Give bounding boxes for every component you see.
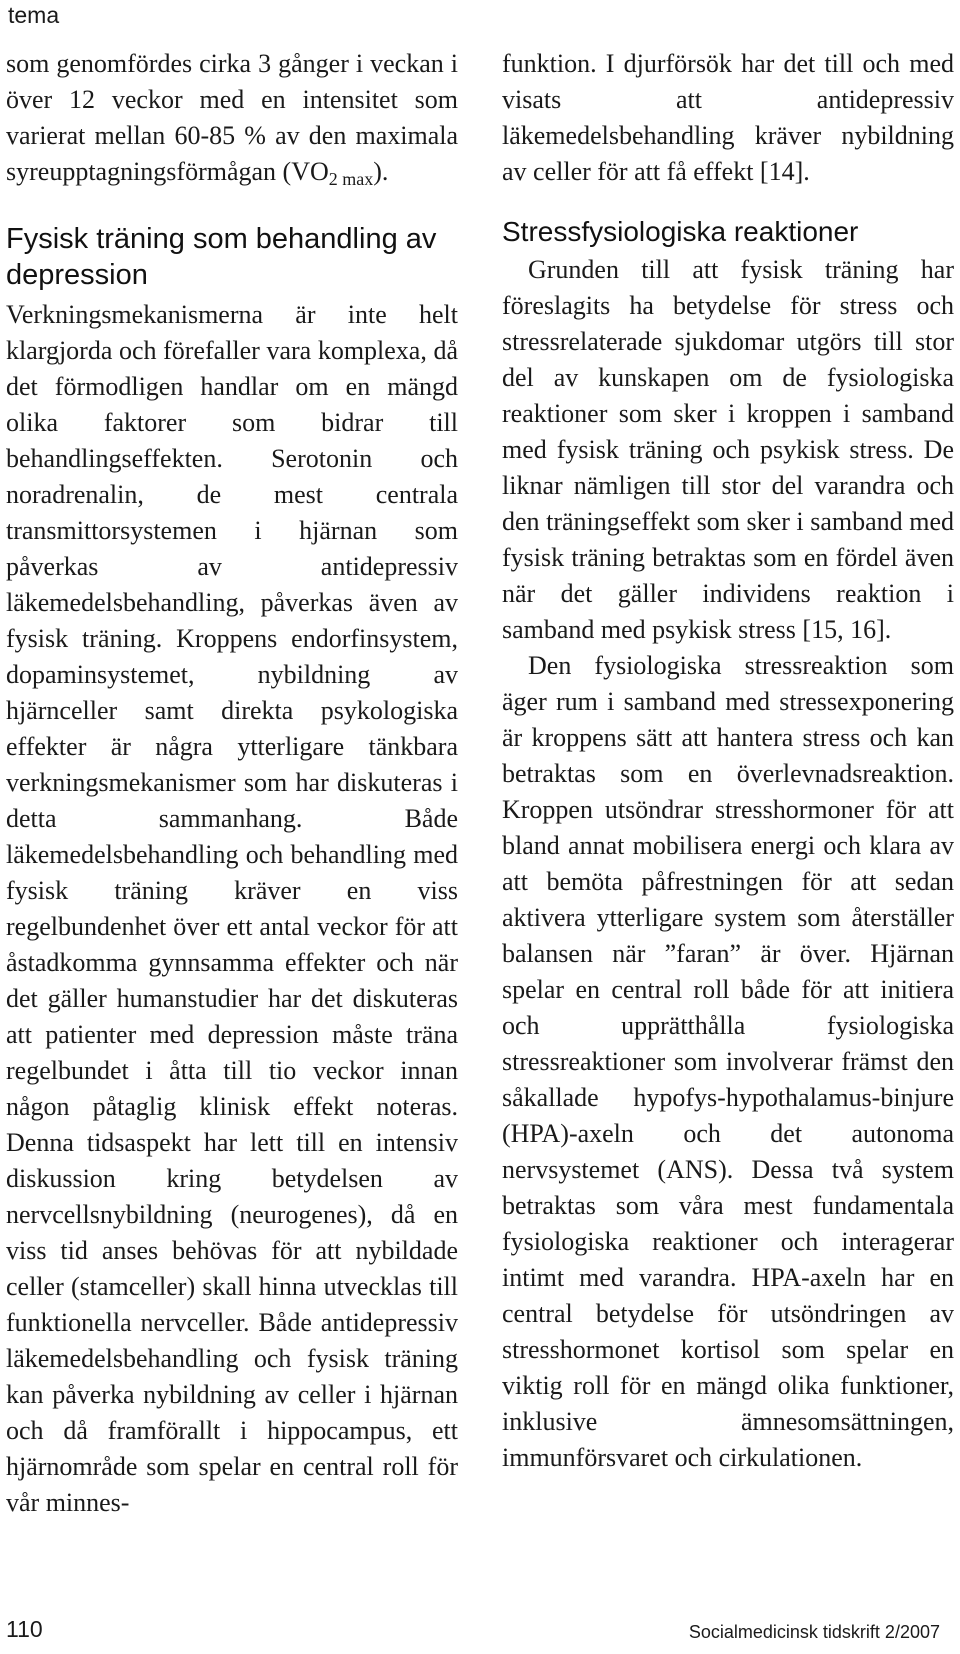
- vo2max-subscript: 2 max: [328, 169, 374, 189]
- section-heading-stress: Stressfysiologiska reaktioner: [502, 216, 859, 247]
- body-paragraph-stress-2: Den fysiologiska stressreaktion som äger rum i samband med stressexponering är kroppens sätt att hantera stress och kan betraktas som en överlevnadsreaktion. Kroppen utsöndrar stresshormoner för att bland annat mobilisera energi och klara av att bemöta påfrestningen för att sedan aktivera ytterligare system som återställer balansen när ”faran” är över. Hjärnan spelar en central roll både för att initiera och upprätthålla fysiologiska stressreaktioner som involverar främst den såkallade hypofys-hypothalamus-binjure (HPA)-axeln och det autonoma nervsystemet (ANS). Dessa två system betraktas som våra mest fundamentala fysiologiska reaktioner och interagerar intimt med varandra. HPA-axeln har en central betydelse för utsöndringen av stresshormonet kortisol som spelar en viktig roll för en mängd olika funktioner, inklusive ämnesomsättningen, immunförsvaret och cirkulationen.: [502, 651, 954, 1472]
- left-column: [6, 46, 458, 1521]
- journal-citation: Socialmedicinsk tidskrift 2/2007: [688, 1622, 940, 1642]
- right-column: [502, 46, 954, 1476]
- page-number: 110: [6, 1616, 43, 1642]
- body-paragraph-mechanisms: Verkningsmekanismerna är inte helt klargjorda och förefaller vara komplexa, då det förmodligen handlar om en mängd olika faktorer som bidrar till behandlingseffekten. Serotonin och noradrenalin, de mest centrala transmittorsystemen i hjärnan som påverkas av antidepressiv läkemedelsbehandling, påverkas även av fysisk träning. Kroppens endorfinsystem, dopaminsystemet, nybildning av hjärnceller samt direkta psykologiska effekter är några ytterligare tänkbara verkningsmekanismer som har diskuteras i detta sammanhang. Både läkemedelsbehandling och behandling med fysisk träning kräver en viss regelbundenhet över ett antal veckor för att åstadkomma gynnsamma effekter och när det gäller humanstudier har det diskuteras att patienter med depression måste träna regelbundet i åtta till tio veckor innan någon påtaglig klinisk effekt noteras. Denna tidsaspekt har lett till en intensiv diskussion kring betydelsen av nervcellsnybildning (neurogenes), då en viss tid anses behövas för att nybildade celler (stamceller) skall hinna utvecklas till funktionella nervceller. Både antidepressiv läkemedelsbehandling och fysisk träning kan påverka nybildning av celler i hjärnan och då framförallt i hippocampus, ett hjärnområde som spelar en central roll för vår minnes-: [6, 300, 458, 1517]
- section-heading-depression: Fysisk träning som behandling av depression: [6, 223, 437, 291]
- intro-paragraph: [6, 46, 458, 197]
- intro-tail: ).: [373, 157, 389, 186]
- body-paragraph-stress-1: Grunden till att fysisk träning har föreslagits ha betydelse för stress och stressrelaterade sjukdomar utgörs till stor del av kunskapen om de fysiologiska reaktioner som sker i kroppen i samband med fysisk träning och psykisk stress. De liknar nämligen till stor del varandra och den träningseffekt som sker i samband med fysisk träning betraktas som en fördel även när det gäller individens reaktion i samband med psykisk stress [15, 16].: [502, 255, 954, 644]
- continued-paragraph: funktion. I djurförsök har det till och med visats att antidepressiv läkemedelsbehandling kräver nybildning av celler för att få effekt [14].: [502, 49, 954, 186]
- intro-text: som genomfördes cirka 3 gånger i veckan i över 12 veckor med en intensitet som varierat mellan 60-85 % av den maximala syreupptagningsförmågan (VO: [6, 49, 458, 186]
- section-tag: tema: [8, 2, 60, 28]
